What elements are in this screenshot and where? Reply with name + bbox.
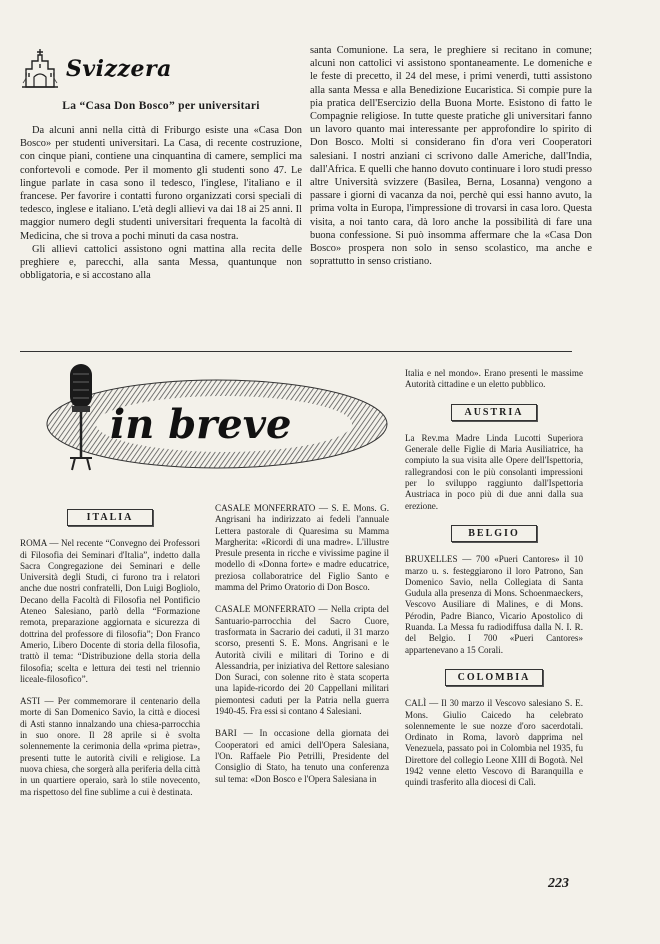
foreign-news-column (405, 368, 583, 789)
swiss-emblem-icon (20, 47, 60, 91)
article-paragraph: Da alcuni anni nella città di Friburgo esiste una «Casa Don Bosco» per studenti universitari. La Casa, di recente costruzione, con cinque piani, contiene una cinquantina di camere, semplici ma confortevoli e comode. Per il momento gli studenti sono 47. Le lingue parlate in casa sono il tedesco, l'inglese, l'italiano e il francese. Per favorire i contatti furono organizzati corsi speciali di tedesco, inglese e italiano. L'età degli allievi va dai 18 ai 25 anni. Il maggior numero degli studenti universitari frequenta la facoltà di Medicina, che si trova a pochi minuti da casa nostra. (20, 125, 302, 242)
swiss-article-right-column (310, 44, 592, 268)
section-label-austria: AUSTRIA (451, 404, 537, 421)
swiss-article-left-column (20, 44, 302, 282)
news-item-bari: BARI — In occasione della giornata dei Cooperatori ed amici dell'Opera Salesiana, l'On. Raffaele Pio Petrilli, Presidente del Consiglio di Stato, ha tenuto una conferenza sul tema: «Don Bosco e l'Opera Salesiana in (215, 728, 389, 784)
article-continuation: santa Comunione. La sera, le preghiere si recitano in comune; alcuni non cattolici vi assistono spontaneamente. Le domeniche e le feste di precetto, il 24 del mese, i primi venerdì, tutti assistono alla santa Messa e alla Benedizione Eucaristica. Si compie pure la pia pratica dell'Esercizio della Buona Morte. Esistono di fatto le Compagnie religiose. In tutte queste pratiche gli universitari fanno un lavoro quanto mai interessante per approfondire lo spirito di Don Bosco. Molti si considerano fin d'ora veri Cooperatori salesiani. I nostri anziani ci scrivono dalle Americhe, dall'India, dall'Africa. E quelli che hanno dovuto continuare i loro studi presso altre Università svizzere (Basilea, Berna, Losanna) vengono a passare i giorni di vacanza da noi, perchè qui essi hanno avuto, la prima volta in Europa, l'impressione di trovarsi in casa loro. Questa visita, a noi tanto cara, dà loro anche la possibilità di fare una buona confessione. Si può insomma affermare che la «Casa Don Bosco» prospera non solo in senso scolastico, ma anche e soprattutto in senso cristiano. (310, 45, 592, 268)
section-label-colombia: COLOMBIA (445, 669, 543, 686)
section-label-belgio: BELGIO (451, 525, 537, 542)
section-divider (20, 351, 572, 352)
news-item-roma: ROMA — Nel recente “Convegno dei Professori di Filosofia dei Seminari d'Italia”, indetto dalla Sacra Congregazione dei Seminari e delle Università degli Studi, ci furono tra i relatori anche due nostri confratelli, Don Luigi Bogliolo, Decano della Facoltà di Filosofia nel Pontificio Ateneo Salesiano, parlò della “Formazione remota, preparazione aggiornata e sicurezza di dottrina del professore di filosofia”; Don Franco Amerio, Libero Docente di storia della filosofia, trattò il tema: “Distribuzione della storia della filosofia; scelta e lettura dei testi nel triennio liceale-filosofico”. (20, 538, 200, 684)
swiss-heading-text: Svizzera (66, 56, 172, 82)
news-item-austria: La Rev.ma Madre Linda Lucotti Superiora Generale delle Figlie di Maria Ausiliatrice, ha compiuto la sua visita alle Opere dell'Ispettoria, rallegrandosi con le più consolanti impressioni per lo sviluppo raggiunto dall'Ispettoria Austriaca in poco più di due anni dalla sua erezione. (405, 432, 583, 511)
section-label-italia: ITALIA (67, 509, 153, 526)
article-title: La “Casa Don Bosco” per universitari (62, 100, 260, 112)
italia-column-continued (215, 503, 389, 785)
microphone-banner-icon (12, 358, 392, 488)
swiss-section-heading (20, 44, 302, 94)
italia-column (20, 507, 200, 798)
news-item-cali: CALÌ — Il 30 marzo il Vescovo salesiano S. E. Mons. Giulio Caicedo ha celebrato solennemente le sue nozze d'oro sacerdotali. Ordinato in Roma, lavorò dapprima nel Venezuela, passato poi in Colombia nel 1935, fu Direttore del collegio Leone XIII di Bogotà. Nel 1942 venne eletto Vescovo di Baranquilla e quindi trasferito alla diocesi di Calì. (405, 698, 583, 788)
in-breve-title: in breve (110, 401, 292, 448)
in-breve-banner (12, 358, 392, 488)
news-item-casale-2: CASALE MONFERRATO — Nella cripta del Santuario-parrocchia del Sacro Cuore, trasformata in Sacrario dei caduti, il 31 marzo scorso, presenti S. E. Mons. Angrisani e le Autorità civili e militari di Torino e di Alessandria, per iniziativa del Rettore salesiano Don Suraci, con solenne rito è stata scoperta una lapide-ricordo dei 20 Cappellani militari piemontesi caduti per la Patria nella guerra 1940-45. Fra essi si contano 4 Salesiani. (215, 604, 389, 717)
page-number: 223 (548, 876, 569, 891)
article-paragraph: Gli allievi cattolici assistono ogni mattina alla recita delle preghiere e, parecchi, alla santa Messa, quantunque non obbligatoria, e si accostano alla (20, 243, 302, 282)
news-item-asti: ASTI — Per commemorare il centenario della morte di San Domenico Savio, la città e diocesi di Asti stanno innalzando una chiesa-parrocchia in suo onore. Il 28 aprile si è svolta solennemente la cerimonia della «prima pietra», presenti tutte le autorità civili e religiose. La nuova chiesa, che sorgerà alla periferia della città in un quartiere operaio, sarà lo stile novecento, ma rispettoso del fine sublime a cui è destinata. (20, 696, 200, 797)
news-item-bari-continued: Italia e nel mondo». Erano presenti le massime Autorità cittadine e un eletto pubblico. (405, 368, 583, 390)
news-item-bruxelles: BRUXELLES — 700 «Pueri Cantores» il 10 marzo u. s. festeggiarono il loro Patrono, San Domenico Savio, nella Collegiata di Santa Gudula alla presenza di Mons. Schoenmaeckers, Vescovo Ausiliare di Malines, e di Mons. Pérodin, Padre Bianco, Vicario Apostolico di Ruanda. La Messa fu radiodiffusa dalla N. I. R. del Belgio. I 700 «Pueri Cantores» appartenevano a 15 Corali. (405, 554, 583, 655)
news-item-casale-1: CASALE MONFERRATO — S. E. Mons. G. Angrisani ha indirizzato ai fedeli l'annuale Lettera pastorale di Quaresima su Mamma Margherita: «Ricordi di una madre». L'illustre Presule presenta in ricche e vivissime pagine il modello di «Donna forte» e madre educatrice, preziosa collaboratrice del Figlio Santo e mamma del Primo Oratorio di Don Bosco. (215, 503, 389, 593)
